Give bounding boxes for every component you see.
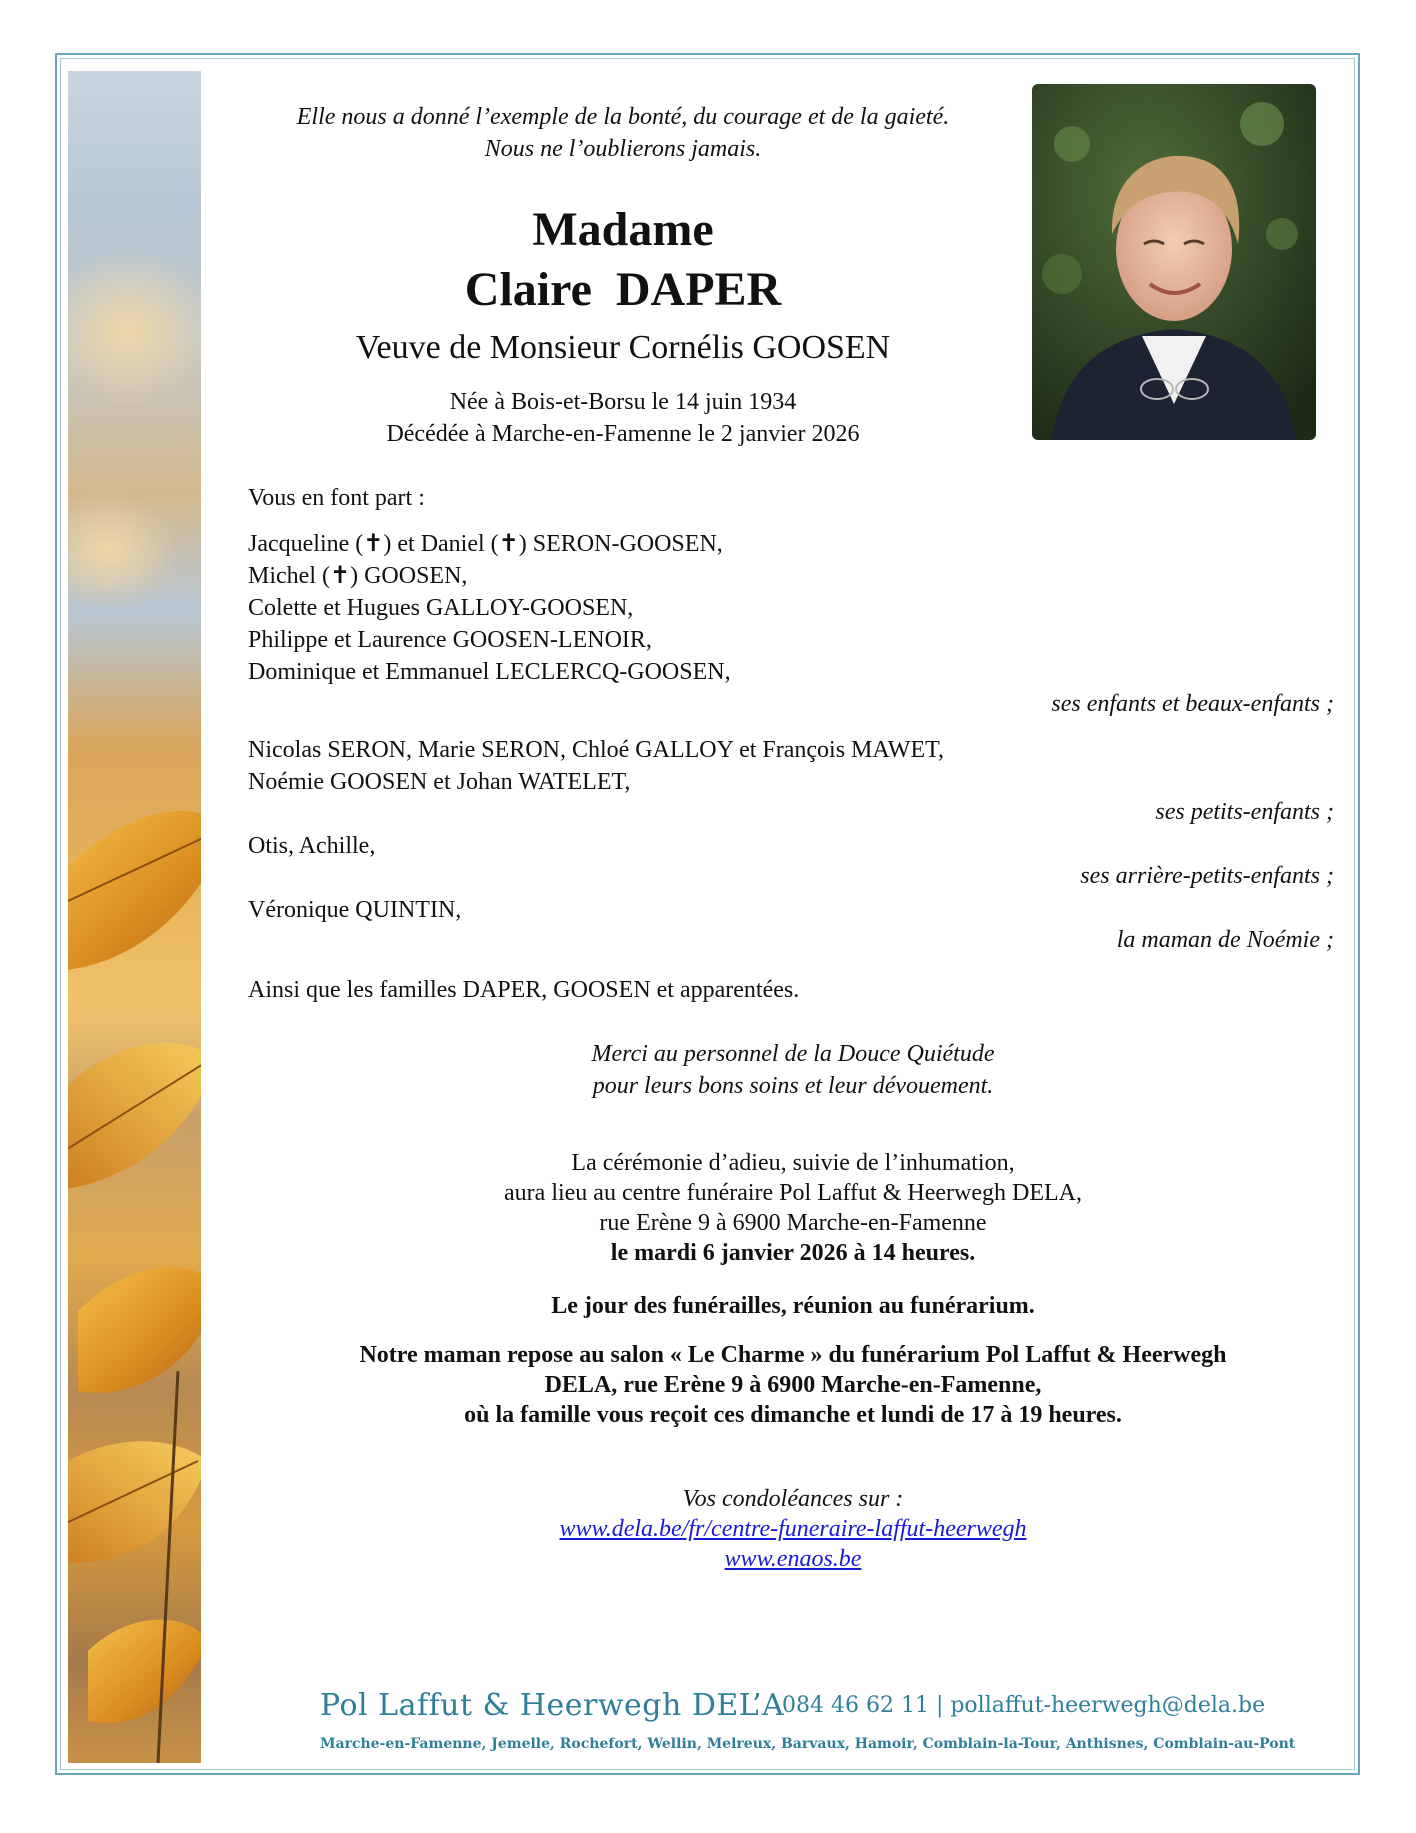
list-item: Noémie GOOSEN et Johan WATELET, <box>248 769 631 795</box>
salon-line-1: Notre maman repose au salon « Le Charme » du funérarium Pol Laffut & Heerwegh <box>359 1342 1227 1368</box>
funeral-home-contact: 084 46 62 11 | pollaffut-heerwegh@dela.be <box>782 1693 1266 1718</box>
great-grandchildren: Otis, Achille, <box>248 833 376 859</box>
list-item: Colette et Hugues GALLOY-GOOSEN, <box>248 595 634 621</box>
birth-date: Née à Bois-et-Borsu le 14 juin 1934 <box>449 389 797 415</box>
ceremony-line-2: aura lieu au centre funéraire Pol Laffut & Heerwegh DELA, <box>504 1180 1082 1206</box>
ceremony-datetime: le mardi 6 janvier 2026 à 14 heures. <box>610 1240 976 1266</box>
death-date: Décédée à Marche-en-Famenne le 2 janvier 2026 <box>386 421 860 447</box>
funeral-home-logo: Pol Laffut & Heerwegh DEL’A <box>320 1688 785 1723</box>
condolences-section <box>248 1484 1338 1574</box>
children-list <box>248 528 731 688</box>
deceased-name: Claire DAPER <box>464 263 782 316</box>
epigraph-line-1: Elle nous a donné l’exemple de la bonté, du courage et de la gaieté. <box>296 104 950 130</box>
thanks-line-2: pour leurs bons soins et leur dévouement. <box>592 1073 994 1099</box>
enaos-link[interactable]: www.enaos.be <box>724 1546 862 1572</box>
widow-of: Veuve de Monsieur Cornélis GOOSEN <box>355 329 891 366</box>
salon-line-2: DELA, rue Erène 9 à 6900 Marche-en-Famenne, <box>544 1372 1042 1398</box>
epigraph <box>248 101 998 165</box>
list-item: Jacqueline (✝) et Daniel (✝) SERON-GOOSEN, <box>248 531 723 557</box>
grandchildren-list <box>248 734 944 798</box>
thanks-line-1: Merci au personnel de la Douce Quiétude <box>591 1041 995 1067</box>
announce-label: Vous en font part : <box>248 485 425 511</box>
honorific: Madame <box>532 203 714 256</box>
ceremony-line-3: rue Erène 9 à 6900 Marche-en-Famenne <box>599 1210 987 1236</box>
list-item: Michel (✝) GOOSEN, <box>248 563 468 589</box>
dela-link[interactable]: www.dela.be/fr/centre-funeraire-laffut-heerwegh <box>559 1516 1027 1542</box>
epigraph-line-2: Nous ne l’oublierons jamais. <box>484 136 762 162</box>
list-item: Philippe et Laurence GOOSEN-LENOIR, <box>248 627 652 653</box>
other-relative-role: la maman de Noémie ; <box>1116 927 1334 953</box>
thanks-note <box>248 1038 1338 1102</box>
grandchildren-role: ses petits-enfants ; <box>1155 799 1334 825</box>
funeral-home-locations: Marche-en-Famenne, Jemelle, Rochefort, Wellin, Melreux, Barvaux, Hamoir, Comblain-la-Tour, Anthisnes, Comblain-au-Pont <box>320 1736 1296 1752</box>
salon-info <box>248 1340 1338 1430</box>
portrait-photo <box>1032 84 1316 440</box>
ceremony-line-1: La cérémonie d’adieu, suivie de l’inhumation, <box>571 1150 1015 1176</box>
other-relative: Véronique QUINTIN, <box>248 897 462 923</box>
list-item: Dominique et Emmanuel LECLERCQ-GOOSEN, <box>248 659 731 685</box>
families-line: Ainsi que les familles DAPER, GOOSEN et apparentées. <box>248 977 800 1003</box>
great-grandchildren-role: ses arrière-petits-enfants ; <box>1080 863 1334 889</box>
salon-line-3: où la famille vous reçoit ces dimanche et lundi de 17 à 19 heures. <box>464 1402 1122 1428</box>
birth-death-dates <box>248 386 998 450</box>
condolences-label: Vos condoléances sur : <box>682 1486 904 1512</box>
funeral-day-note: Le jour des funérailles, réunion au funérarium. <box>551 1293 1035 1319</box>
list-item: Nicolas SERON, Marie SERON, Chloé GALLOY et François MAWET, <box>248 737 944 763</box>
autumn-leaves-image <box>68 71 201 1763</box>
children-role: ses enfants et beaux-enfants ; <box>1051 691 1334 717</box>
ceremony-info <box>248 1148 1338 1268</box>
